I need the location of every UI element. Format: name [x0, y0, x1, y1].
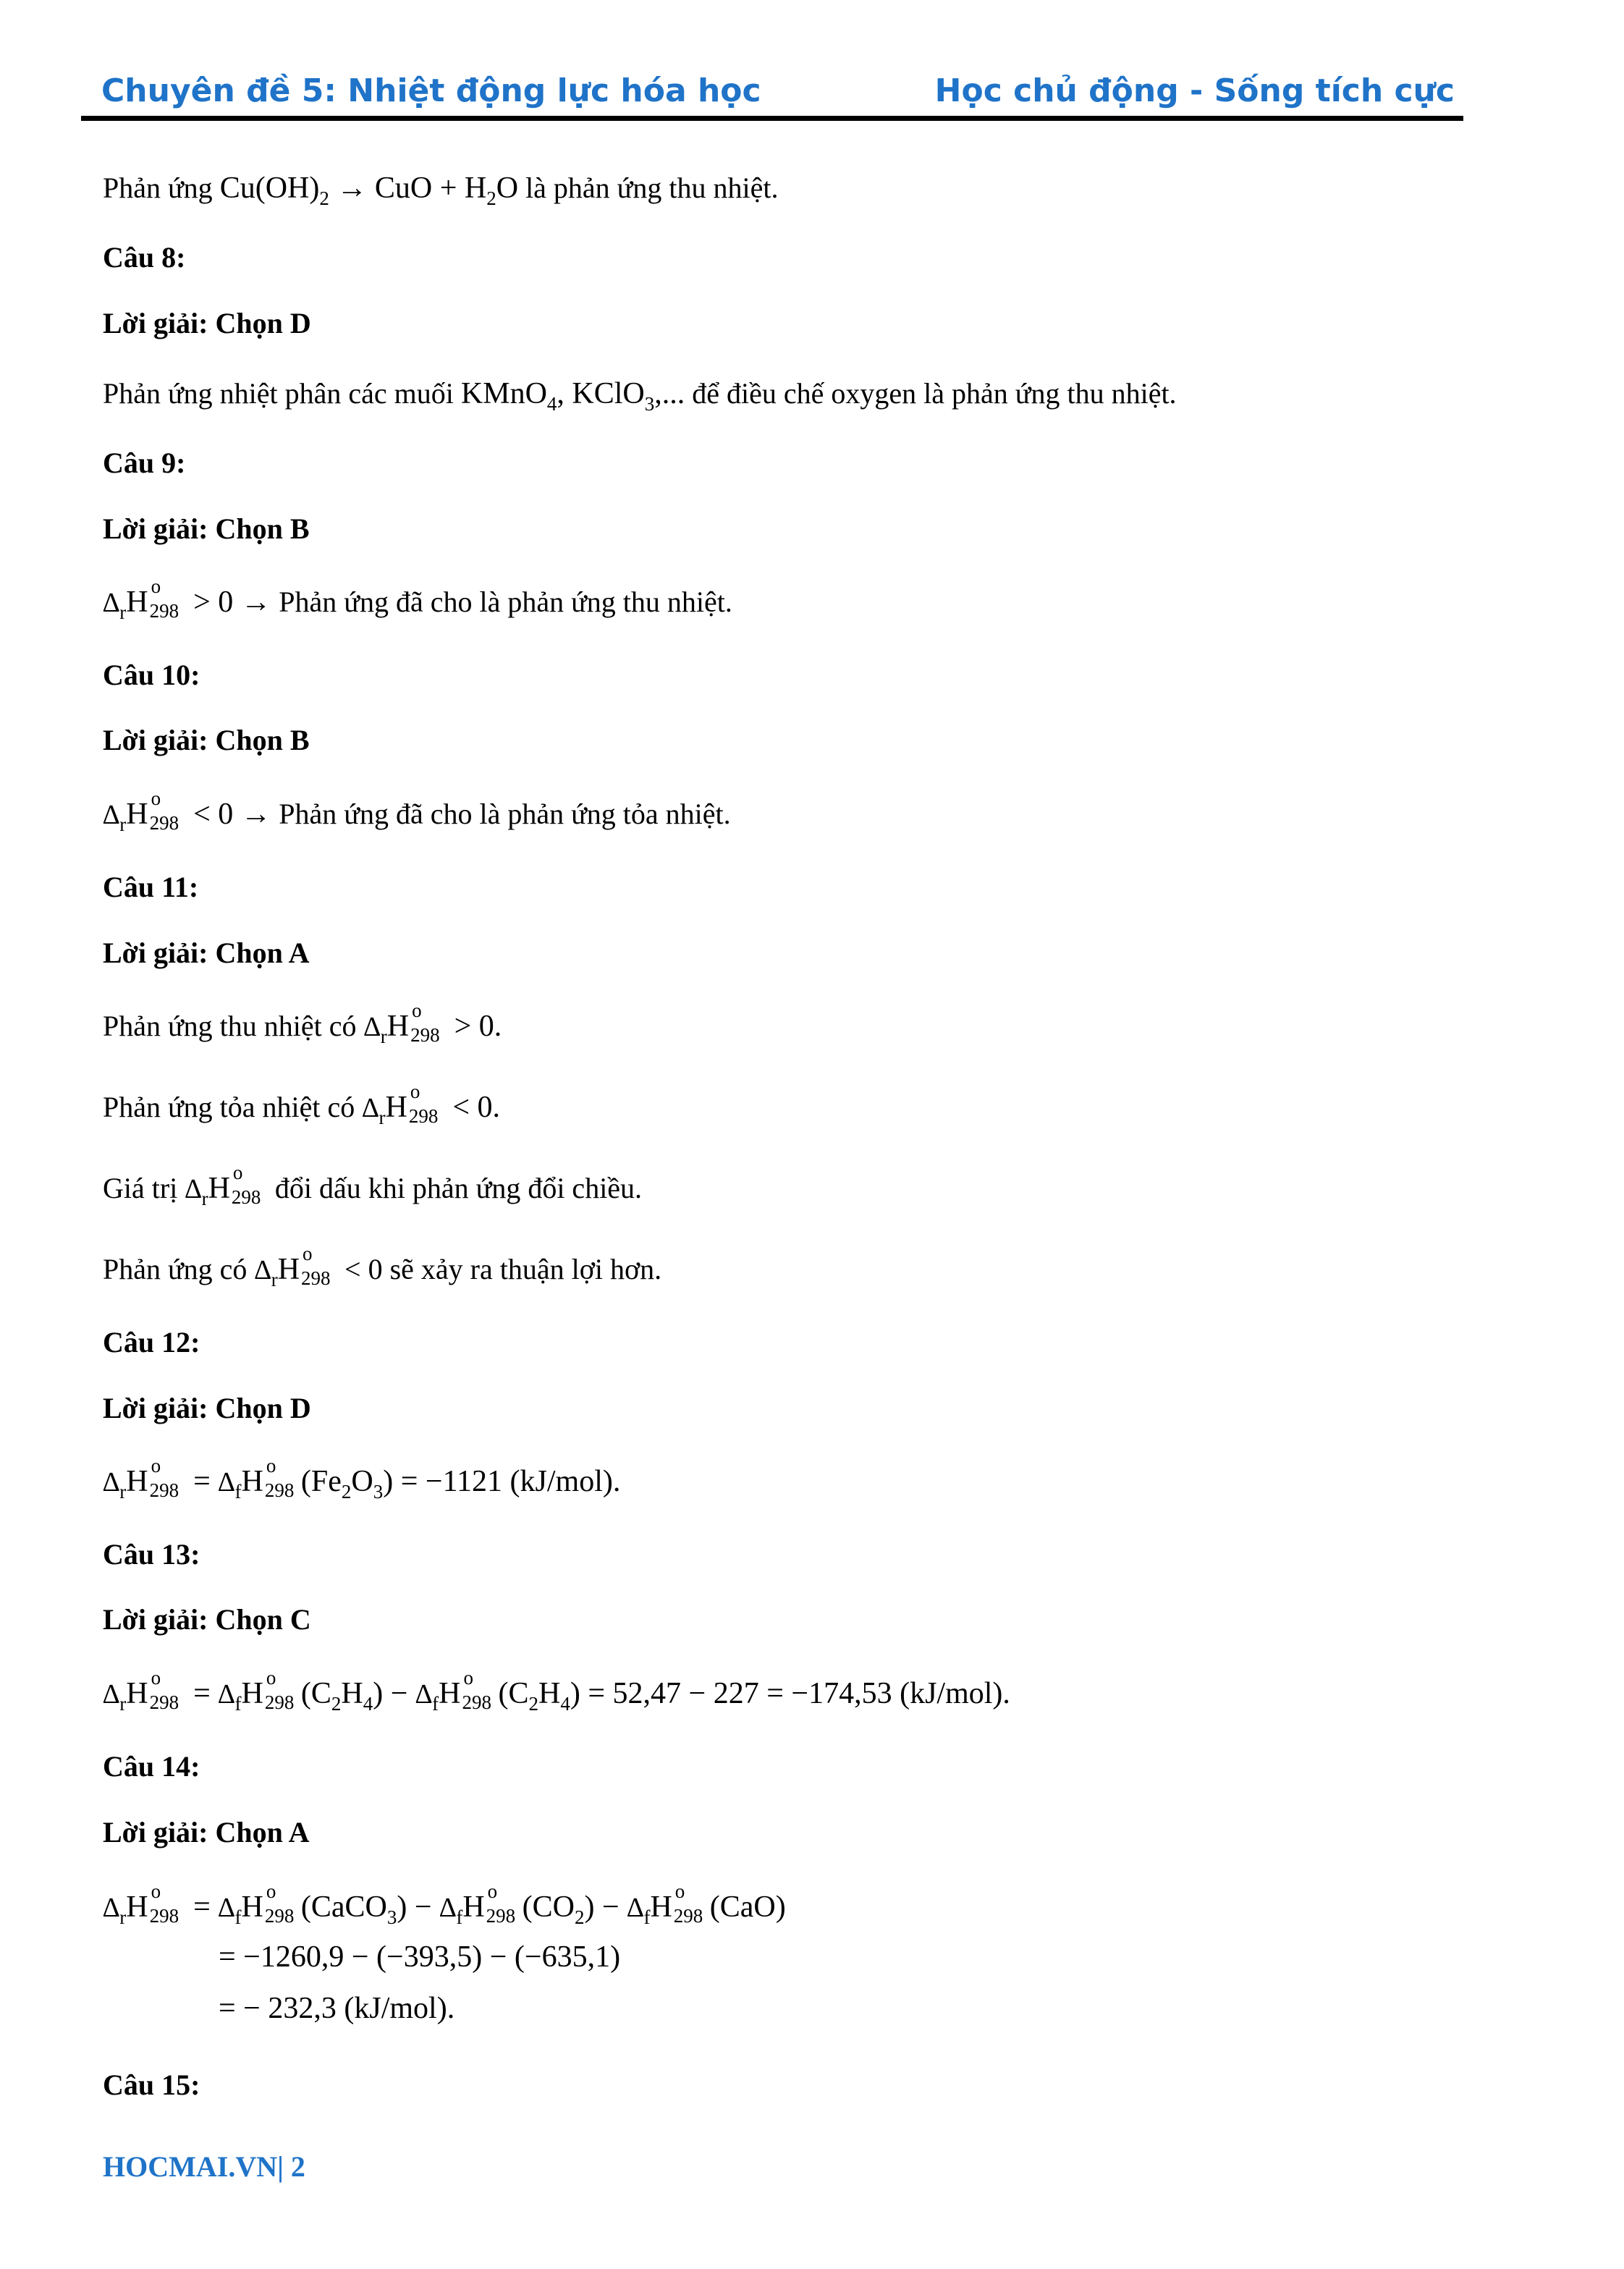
question-heading: Câu 13: — [103, 1538, 200, 1571]
answer-heading: Lời giải: Chọn A — [103, 1816, 310, 1848]
question-heading: Câu 11: — [103, 871, 199, 903]
formula-line: = − 232,3 (kJ/mol). — [219, 1992, 455, 2025]
answer-heading: Lời giải: Chọn B — [103, 724, 310, 756]
header-rule — [81, 116, 1463, 121]
answer-heading: Lời giải: Chọn A — [103, 937, 310, 969]
text-line: Phản ứng tỏa nhiệt có $\Delta_rH$ o 298 < 0. — [103, 1081, 501, 1128]
question-heading: Câu 10: — [103, 659, 200, 691]
answer-heading: Lời giải: Chọn D — [103, 307, 311, 339]
answer-heading: Lời giải: Chọn C — [103, 1603, 311, 1636]
question-heading: Câu 9: — [103, 447, 186, 479]
page-header — [101, 72, 1455, 119]
text-line: Phản ứng có $\Delta_rH$ o 298 < 0 sẽ xảy ra thuận lợi hơn. — [103, 1243, 662, 1290]
header-topic-title: Chuyên đề 5: Nhiệt động lực hóa học — [101, 72, 761, 109]
question-heading: Câu 8: — [103, 241, 186, 274]
answer-heading: Lời giải: Chọn D — [103, 1392, 311, 1424]
text-line: Phản ứng nhiệt phân các muối KMnO$_4$, KClO$_3$,... để điều chế oxygen là phản ứng thu nhiệt. — [103, 377, 1177, 415]
text-line: Phản ứng $Cu(OH)_2$ → CuO + $H_2O$ là phản ứng thu nhiệt. — [103, 172, 779, 209]
formula-line: = −1260,9 − (−393,5) − (−635,1) — [219, 1940, 621, 1974]
formula-line: $\Delta_rH$ o 298 = $\Delta_fH$ o 298 $(Fe_2O_3) = -1121$ (kJ/mol). — [103, 1455, 621, 1503]
formula-line: $\Delta_rH$ o 298 = $\Delta_fH$ o 298 (CaCO$_3$) − $\Delta_fH$ o 298 $(CO_2) - \Delta_fH$ o 298 (CaO) — [103, 1880, 786, 1928]
text-line: Phản ứng thu nhiệt có $\Delta_rH$ o 298 > 0. — [103, 1000, 502, 1047]
question-heading: Câu 15: — [103, 2069, 200, 2101]
formula-line: $\Delta_rH$ o 298 > 0 → Phản ứng đã cho là phản ứng thu nhiệt. — [103, 575, 732, 623]
question-heading: Câu 12: — [103, 1326, 200, 1359]
formula-line: $\Delta_rH$ o 298 = $\Delta_fH$ o 298 $(C_2H_4) - \Delta_fH$ o 298 $(C_2H_4) = 52,47 - 227 = -174,53$ (kJ/mol). — [103, 1667, 1010, 1715]
header-slogan: Học chủ động - Sống tích cực — [934, 72, 1455, 109]
formula-line: $\Delta_rH$ o 298 < 0 → Phản ứng đã cho là phản ứng tỏa nhiệt. — [103, 787, 731, 835]
page-footer: HOCMAI.VN| 2 — [103, 2150, 305, 2183]
text-line: Giá trị $\Delta_rH$ o 298 đổi dấu khi phản ứng đổi chiều. — [103, 1162, 643, 1209]
question-heading: Câu 14: — [103, 1750, 200, 1783]
answer-heading: Lời giải: Chọn B — [103, 512, 310, 545]
